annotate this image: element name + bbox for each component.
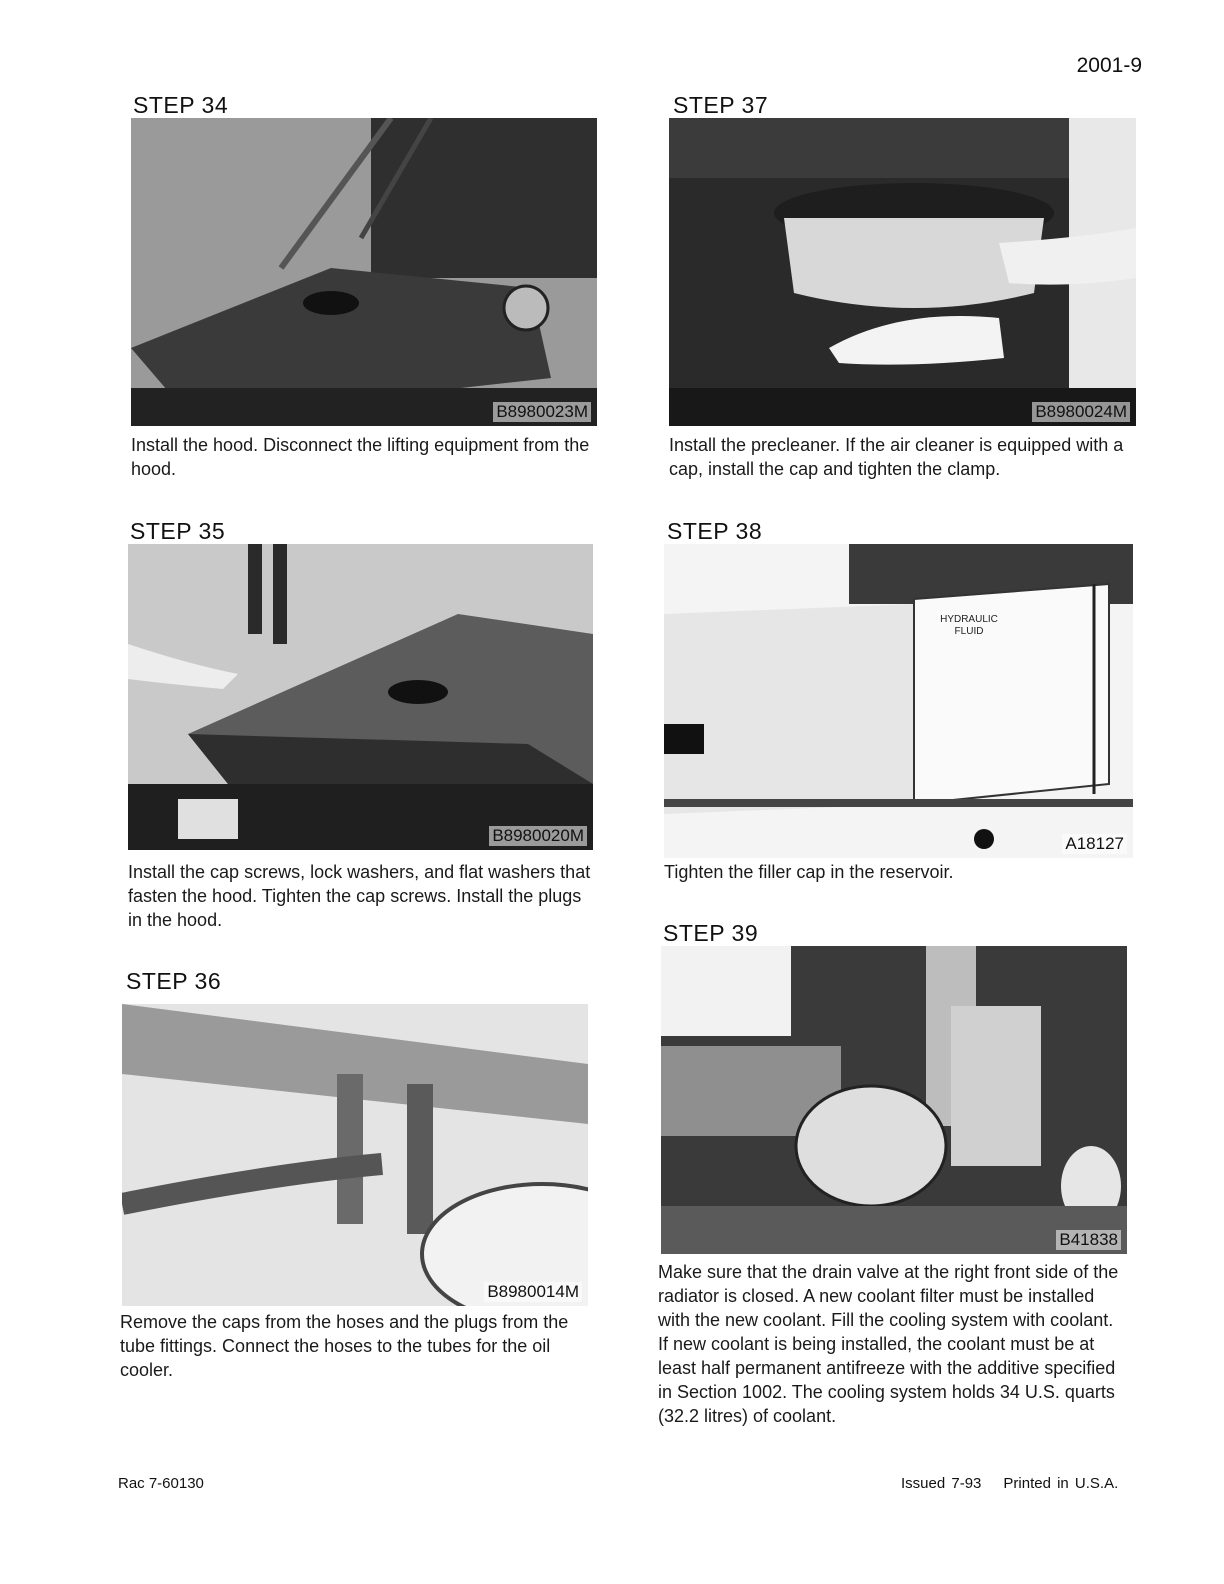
- step-38-title: STEP 38: [667, 518, 763, 544]
- step-36-title: STEP 36: [126, 968, 222, 994]
- reservoir-illustration: [664, 544, 1133, 858]
- precleaner-illustration: [669, 118, 1136, 426]
- footer-issue-info: [901, 1475, 1118, 1492]
- step-38-photo: [664, 544, 1133, 858]
- radiator-illustration: [661, 946, 1127, 1254]
- step-34-photo-id: B8980023M: [493, 402, 591, 422]
- hood-screws-illustration: [128, 544, 593, 850]
- hood-illustration: [131, 118, 597, 426]
- step-36-photo: [122, 1004, 588, 1306]
- hydraulic-fluid-decal: HYDRAULIC FLUID: [940, 614, 998, 637]
- step-35-caption: Install the cap screws, lock washers, and flat washers that fasten the hood. Tighten the cap screws. Install the plugs in the hood.: [128, 862, 591, 930]
- step-38-photo-id: A18127: [1062, 834, 1127, 854]
- step-35-photo-id: B8980020M: [489, 826, 587, 846]
- footer-printed: Printed in U.S.A.: [1003, 1475, 1119, 1492]
- footer-issued: Issued 7-93: [901, 1475, 982, 1492]
- step-35-photo: [128, 544, 593, 850]
- step-34-title: STEP 34: [133, 92, 229, 118]
- step-36-photo-id: B8980014M: [484, 1282, 582, 1302]
- step-39-caption: Make sure that the drain valve at the right front side of the radiator is closed. A new coolant filter must be installed with the new coolant. Fill the cooling system with coolant. If new coolant is being installed, the coolant must be at least half permanent antifreeze with the additive specified in Section 1002. The cooling system holds 34 U.S. quarts (32.2 litres) of coolant.: [658, 1262, 1119, 1426]
- step-34-caption: Install the hood. Disconnect the lifting equipment from the hood.: [131, 435, 590, 479]
- step-37-photo: [669, 118, 1136, 426]
- oil-cooler-hoses-illustration: [122, 1004, 588, 1306]
- step-39-photo-id: B41838: [1056, 1230, 1121, 1250]
- footer-document-number: Rac 7-60130: [118, 1475, 204, 1492]
- step-37-title: STEP 37: [673, 92, 769, 118]
- step-39-photo: [661, 946, 1127, 1254]
- step-38-caption: Tighten the filler cap in the reservoir.: [664, 862, 954, 882]
- step-36-caption: Remove the caps from the hoses and the plugs from the tube fittings. Connect the hoses to the tubes for the oil cooler.: [120, 1312, 569, 1380]
- step-35-title: STEP 35: [130, 518, 226, 544]
- step-37-photo-id: B8980024M: [1032, 402, 1130, 422]
- step-37-caption: Install the precleaner. If the air cleaner is equipped with a cap, install the cap and tighten the clamp.: [669, 435, 1124, 479]
- page-number: 2001-9: [1076, 54, 1142, 77]
- step-34-photo: [131, 118, 597, 426]
- step-39-title: STEP 39: [663, 920, 759, 946]
